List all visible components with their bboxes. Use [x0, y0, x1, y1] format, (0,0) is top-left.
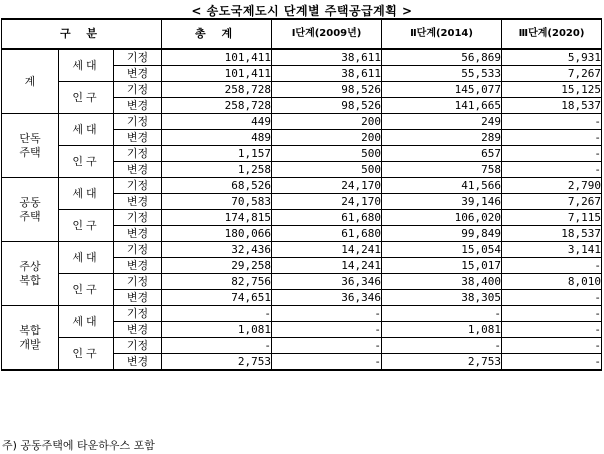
value-cell-p3: 18,537 — [502, 226, 602, 242]
header-phase2: Ⅱ단계(2014) — [382, 19, 502, 49]
value-cell-p2: 41,566 — [382, 178, 502, 194]
value-cell-p3: 7,267 — [502, 194, 602, 210]
value-cell-total: 29,258 — [162, 258, 272, 274]
value-cell-p1: - — [272, 306, 382, 322]
table-row — [2, 210, 602, 226]
group-cell: 인구 — [59, 146, 114, 178]
value-cell-p3: 2,790 — [502, 178, 602, 194]
value-cell-total: - — [162, 338, 272, 354]
row-label: 변경 — [114, 258, 162, 274]
row-label: 기정 — [114, 49, 162, 66]
table-row — [2, 178, 602, 194]
value-cell-total: 2,753 — [162, 354, 272, 371]
value-cell-p2: 15,054 — [382, 242, 502, 258]
row-label: 기정 — [114, 146, 162, 162]
value-cell-p1: 38,611 — [272, 66, 382, 82]
value-cell-total: 1,157 — [162, 146, 272, 162]
value-cell-p3: 18,537 — [502, 98, 602, 114]
value-cell-total: 449 — [162, 114, 272, 130]
value-cell-p1: - — [272, 322, 382, 338]
value-cell-p2: 39,146 — [382, 194, 502, 210]
value-cell-total: 70,583 — [162, 194, 272, 210]
value-cell-p2: 55,533 — [382, 66, 502, 82]
value-cell-p1: 500 — [272, 146, 382, 162]
value-cell-p2: 249 — [382, 114, 502, 130]
row-label: 기정 — [114, 306, 162, 322]
value-cell-p1: 98,526 — [272, 98, 382, 114]
housing-supply-table — [1, 18, 602, 371]
value-cell-p1: 36,346 — [272, 290, 382, 306]
value-cell-p3: 7,115 — [502, 210, 602, 226]
value-cell-p3: 7,267 — [502, 66, 602, 82]
value-cell-p1: 38,611 — [272, 49, 382, 66]
category-cell: 단독 주택 — [2, 114, 59, 178]
value-cell-p3: - — [502, 322, 602, 338]
group-cell: 인구 — [59, 274, 114, 306]
value-cell-p3: - — [502, 146, 602, 162]
value-cell-p2: 657 — [382, 146, 502, 162]
value-cell-p2: 1,081 — [382, 322, 502, 338]
value-cell-total: 82,756 — [162, 274, 272, 290]
value-cell-p3: - — [502, 306, 602, 322]
value-cell-p2: 56,869 — [382, 49, 502, 66]
value-cell-p2: - — [382, 306, 502, 322]
table-row — [2, 274, 602, 290]
value-cell-p1: - — [272, 354, 382, 371]
value-cell-p2: 141,665 — [382, 98, 502, 114]
table-row — [2, 82, 602, 98]
row-label: 기정 — [114, 114, 162, 130]
value-cell-total: 74,651 — [162, 290, 272, 306]
row-label: 변경 — [114, 66, 162, 82]
table-row — [2, 114, 602, 130]
table-row — [2, 146, 602, 162]
header-row — [2, 19, 602, 49]
value-cell-p3: - — [502, 354, 602, 371]
row-label: 변경 — [114, 290, 162, 306]
row-label: 변경 — [114, 354, 162, 371]
category-cell: 복합 개발 — [2, 306, 59, 371]
group-cell: 인구 — [59, 82, 114, 114]
value-cell-p3: 15,125 — [502, 82, 602, 98]
value-cell-p2: 106,020 — [382, 210, 502, 226]
value-cell-p2: 145,077 — [382, 82, 502, 98]
value-cell-total: 32,436 — [162, 242, 272, 258]
table-row — [2, 306, 602, 322]
value-cell-p2: 2,753 — [382, 354, 502, 371]
value-cell-total: 258,728 — [162, 98, 272, 114]
value-cell-total: 180,066 — [162, 226, 272, 242]
value-cell-p2: 38,305 — [382, 290, 502, 306]
value-cell-p1: 200 — [272, 114, 382, 130]
value-cell-p1: 61,680 — [272, 226, 382, 242]
value-cell-p2: - — [382, 338, 502, 354]
value-cell-p1: 24,170 — [272, 178, 382, 194]
row-label: 변경 — [114, 226, 162, 242]
value-cell-p3: - — [502, 130, 602, 146]
value-cell-p2: 15,017 — [382, 258, 502, 274]
value-cell-p3: 8,010 — [502, 274, 602, 290]
group-cell: 세대 — [59, 178, 114, 210]
row-label: 기정 — [114, 178, 162, 194]
row-label: 기정 — [114, 82, 162, 98]
value-cell-total: - — [162, 306, 272, 322]
group-cell: 세대 — [59, 114, 114, 146]
row-label: 변경 — [114, 322, 162, 338]
row-label: 기정 — [114, 338, 162, 354]
table-title: < 송도국제도시 단계별 주택공급계획 > — [191, 4, 413, 18]
row-label: 기정 — [114, 274, 162, 290]
row-label: 변경 — [114, 130, 162, 146]
table-body — [2, 49, 602, 370]
row-label: 변경 — [114, 98, 162, 114]
value-cell-p2: 289 — [382, 130, 502, 146]
value-cell-total: 68,526 — [162, 178, 272, 194]
value-cell-p2: 758 — [382, 162, 502, 178]
footnote: 주) 공동주택에 타운하우스 포함 — [2, 439, 155, 452]
group-cell: 세대 — [59, 49, 114, 82]
value-cell-p3: - — [502, 338, 602, 354]
value-cell-p2: 99,849 — [382, 226, 502, 242]
value-cell-total: 1,081 — [162, 322, 272, 338]
table-row — [2, 49, 602, 66]
group-cell: 인구 — [59, 210, 114, 242]
row-label: 기정 — [114, 210, 162, 226]
value-cell-p1: - — [272, 338, 382, 354]
value-cell-total: 489 — [162, 130, 272, 146]
value-cell-total: 101,411 — [162, 49, 272, 66]
value-cell-p1: 200 — [272, 130, 382, 146]
value-cell-p1: 36,346 — [272, 274, 382, 290]
header-phase1: Ⅰ단계(2009년) — [272, 19, 382, 49]
header-gubun: 구 분 — [2, 19, 162, 49]
value-cell-p3: - — [502, 114, 602, 130]
value-cell-p3: - — [502, 258, 602, 274]
table-row — [2, 242, 602, 258]
value-cell-p3: 3,141 — [502, 242, 602, 258]
value-cell-p1: 98,526 — [272, 82, 382, 98]
value-cell-total: 1,258 — [162, 162, 272, 178]
group-cell: 인구 — [59, 338, 114, 371]
value-cell-p1: 14,241 — [272, 242, 382, 258]
row-label: 기정 — [114, 242, 162, 258]
value-cell-total: 101,411 — [162, 66, 272, 82]
value-cell-p3: - — [502, 162, 602, 178]
row-label: 변경 — [114, 194, 162, 210]
row-label: 변경 — [114, 162, 162, 178]
value-cell-p1: 14,241 — [272, 258, 382, 274]
category-cell: 주상 복합 — [2, 242, 59, 306]
category-cell: 계 — [2, 49, 59, 114]
group-cell: 세대 — [59, 306, 114, 338]
category-cell: 공동 주택 — [2, 178, 59, 242]
value-cell-total: 174,815 — [162, 210, 272, 226]
value-cell-p2: 38,400 — [382, 274, 502, 290]
value-cell-p1: 500 — [272, 162, 382, 178]
value-cell-p3: - — [502, 290, 602, 306]
value-cell-total: 258,728 — [162, 82, 272, 98]
value-cell-p3: 5,931 — [502, 49, 602, 66]
header-phase3: Ⅲ단계(2020) — [502, 19, 602, 49]
value-cell-p1: 61,680 — [272, 210, 382, 226]
value-cell-p1: 24,170 — [272, 194, 382, 210]
group-cell: 세대 — [59, 242, 114, 274]
header-total: 총 계 — [162, 19, 272, 49]
table-row — [2, 338, 602, 354]
